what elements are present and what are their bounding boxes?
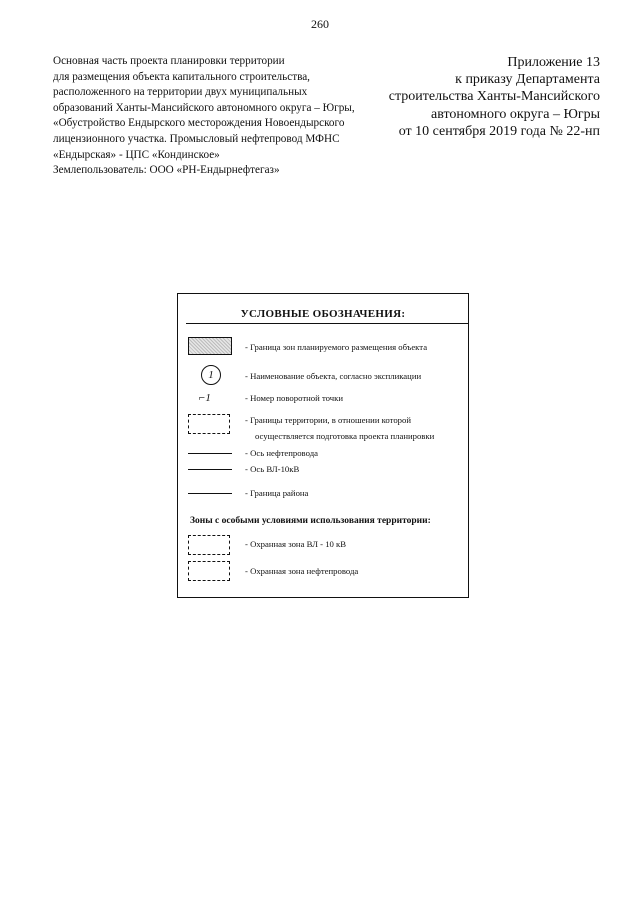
pipeline-axis-symbol (188, 453, 232, 454)
header-left-line: образований Ханты-Мансийского автономного округа – Югры, (53, 101, 355, 114)
legend-item-label: - Граница района (245, 488, 309, 498)
district-boundary-symbol (188, 493, 232, 494)
legend-zone-label: - Охранная зона нефтепровода (245, 566, 359, 576)
legend-item-label: - Границы территории, в отношении которой (245, 415, 412, 425)
header-left-line: «Обустройство Ендырского месторождения Новоендырского (53, 117, 345, 130)
legend-box (177, 293, 469, 598)
power-line-zone-symbol (188, 535, 230, 555)
legend-item-label: - Ось нефтепровода (245, 448, 318, 458)
document-header-left (53, 54, 383, 179)
header-left-line: для размещения объекта капитального строительства, (53, 70, 310, 83)
legend-title: УСЛОВНЫЕ ОБОЗНАЧЕНИЯ: (240, 308, 406, 320)
turning-point-symbol: ⌐1 (198, 392, 211, 404)
pipeline-zone-symbol (188, 561, 230, 581)
legend-item-label: - Наименование объекта, согласно экспликации (245, 371, 422, 381)
header-left-line: Основная часть проекта планировки территории (53, 55, 285, 67)
header-left-line: расположенного на территории двух муниципальных (53, 86, 308, 99)
circle-number-symbol: 1 (201, 365, 221, 385)
legend-item-label: осуществляется подготовка проекта планировки (255, 431, 435, 441)
legend-divider (186, 323, 468, 324)
appendix-line: к приказу Департамента (455, 72, 600, 88)
power-line-axis-symbol (188, 469, 232, 470)
appendix-line: от 10 сентября 2019 года № 22-нп (398, 123, 600, 139)
page-number: 260 (311, 17, 329, 31)
header-left-line: Землепользователь: ООО «РН-Ендырнефтегаз» (53, 164, 280, 177)
dashed-boundary-symbol (188, 414, 230, 434)
header-left-line: лицензионного участка. Промысловый нефтепровод МФНС (53, 132, 340, 145)
legend-item-label: - Граница зон планируемого размещения объекта (245, 342, 428, 352)
hatched-zone-symbol (188, 337, 232, 355)
legend-zone-label: - Охранная зона ВЛ - 10 кВ (245, 539, 347, 549)
zones-title: Зоны с особыми условиями использования территории: (190, 516, 431, 526)
appendix-line: Приложение 13 (507, 55, 600, 70)
appendix-reference (389, 54, 600, 140)
header-left-line: «Ендырская» - ЦПС «Кондинское» (53, 148, 220, 161)
appendix-line: строительства Ханты-Мансийского (388, 89, 600, 105)
appendix-line: автономного округа – Югры (431, 106, 600, 122)
legend-item-label: - Ось ВЛ-10кВ (245, 464, 300, 474)
legend-item-label: - Номер поворотной точки (245, 393, 343, 403)
